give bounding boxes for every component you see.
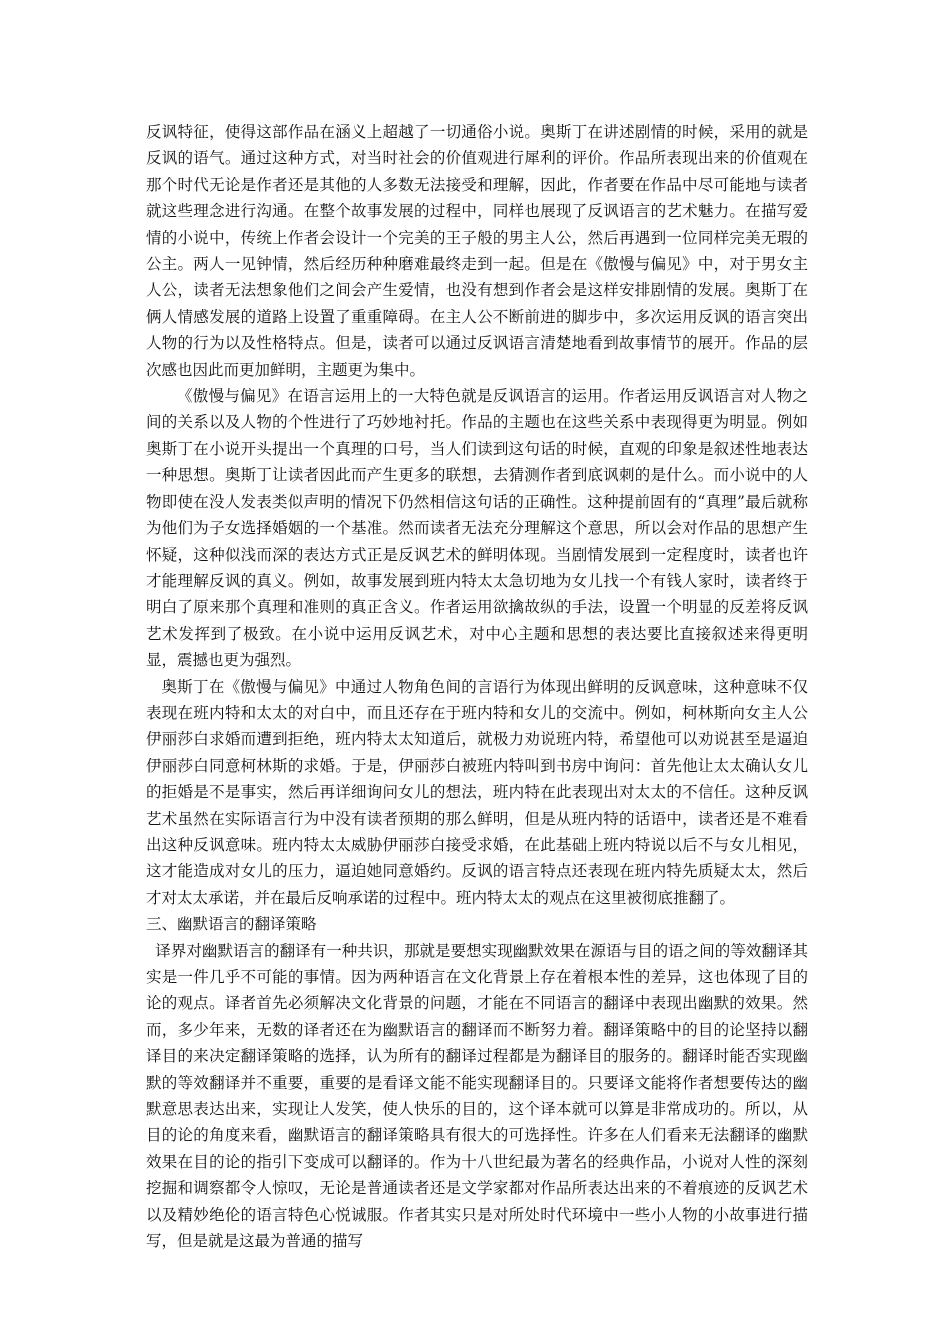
document-body — [146, 119, 808, 1254]
paragraph-dialogue-irony: 奥斯丁在《傲慢与偏见》中通过人物角色间的言语行为体现出鲜明的反讽意味，这种意味不仅表现在班内特和太太的对白中，而且还存在于班内特和女儿的交流中。例如，柯林斯向女主人公伊丽莎白求婚而遭到拒绝，班内特太太知道后，就极力劝说班内特，希望他可以劝说甚至是逼迫伊丽莎白同意柯林斯的求婚。于是，伊丽莎白被班内特叫到书房中询问：首先他让太太确认女儿的拒婚是不是事实，然后再详细询问女儿的想法，班内特在此表现出对太太的不信任。这种反讽艺术虽然在实际语言行为中没有读者预期的那么鲜明，但是从班内特的话语中，读者还是不难看出这种反讽意味。班内特太太威胁伊丽莎白接受求婚，在此基础上班内特说以后不与女儿相见，这才能造成对女儿的压力，逼迫她同意婚约。反讽的语言特点还表现在班内特先质疑太太，然后才对太太承诺，并在最后反响承诺的过程中。班内特太太的观点在这里被彻底推翻了。 — [146, 677, 808, 907]
paragraph-continuation: 反讽特征，使得这部作品在涵义上超越了一切通俗小说。奥斯丁在讲述剧情的时候，采用的就是反讽的语气。通过这种方式，对当时社会的价值观进行犀利的评价。作品所表现出来的价值观在那个时代无论是作者还是其他的人多数无法接受和理解，因此，作者要在作品中尽可能地与读者就这些理念进行沟通。在整个故事发展的过程中，同样也展现了反讽语言的艺术魅力。在描写爱情的小说中，传统上作者会设计一个完美的王子般的男主人公，然后再遇到一位同样完美无瑕的公主。两人一见钟情，然后经历种种磨难最终走到一起。但是在《傲慢与偏见》中，对于男女主人公，读者无法想象他们之间会产生爱情，也没有想到作者会是这样安排剧情的发展。奥斯丁在俩人情感发展的道路上设置了重重障碍。在主人公不断前进的脚步中，多次运用反讽的语言突出人物的行为以及性格特点。但是，读者可以通过反讽语言清楚地看到故事情节的展开。作品的层次感也因此而更加鲜明，主题更为集中。 — [146, 123, 808, 379]
paragraph-irony-language: 《傲慢与偏见》在语言运用上的一大特色就是反讽语言的运用。作者运用反讽语言对人物之间的关系以及人物的个性进行了巧妙地衬托。作品的主题也在这些关系中表现得更为明显。例如奥斯丁在小说开头提出一个真理的口号，当人们读到这句话的时候，直观的印象是叙述性地表达一种思想。奥斯丁让读者因此而产生更多的联想，去猜测作者到底讽刺的是什么。而小说中的人物即使在没人发表类似声明的情况下仍然相信这句话的正确性。这种提前固有的“真理”最后就称为他们为子女选择婚姻的一个基准。然而读者无法充分理解这个意思，所以会对作品的思想产生怀疑，这种似浅而深的表达方式正是反讽艺术的鲜明体现。当剧情发展到一定程度时，读者也许才能理解反讽的真义。例如，故事发展到班内特太太急切地为女儿找一个有钱人家时，读者终于明白了原来那个真理和准则的真正含义。作者运用欲擒故纵的手法，设置一个明显的反差将反讽艺术发挥到了极致。在小说中运用反讽艺术，对中心主题和思想的表达要比直接叙述来得更明显，震撼也更为强烈。 — [146, 387, 808, 670]
section-heading: 三、幽默语言的翻译策略 — [146, 915, 317, 934]
paragraph-translation-strategy: 译界对幽默语言的翻译有一种共识，那就是要想实现幽默效果在源语与目的语之间的等效翻译其实是一件几乎不可能的事情。因为两种语言在文化背景上存在着根本性的差异，这也体现了目的论的观点。译者首先必须解决文化背景的问题，才能在不同语言的翻译中表现出幽默的效果。然而，多少年来，无数的译者还在为幽默语言的翻译而不断努力着。翻译策略中的目的论坚持以翻译目的来决定翻译策略的选择，认为所有的翻译过程都是为翻译目的服务的。翻译时能否实现幽默的等效翻译并不重要，重要的是看译文能不能实现翻译目的。只要译文能将作者想要传达的幽默意思表达出来，实现让人发笑，使人快乐的目的，这个译本就可以算是非常成功的。所以，从目的论的角度来看，幽默语言的翻译策略具有很大的可选择性。许多在人们看来无法翻译的幽默效果在目的论的指引下变成可以翻译的。作为十八世纪最为著名的经典作品，小说对人性的深刻挖掘和调察都令人惊叹，无论是普通读者还是文学家都对作品所表达出来的不着痕迹的反讽艺术以及精妙绝伦的语言特色心悦诚服。作者其实只是对所处时代环境中一些小人物的小故事进行描写，但是就是这最为普通的描写 — [146, 941, 808, 1251]
